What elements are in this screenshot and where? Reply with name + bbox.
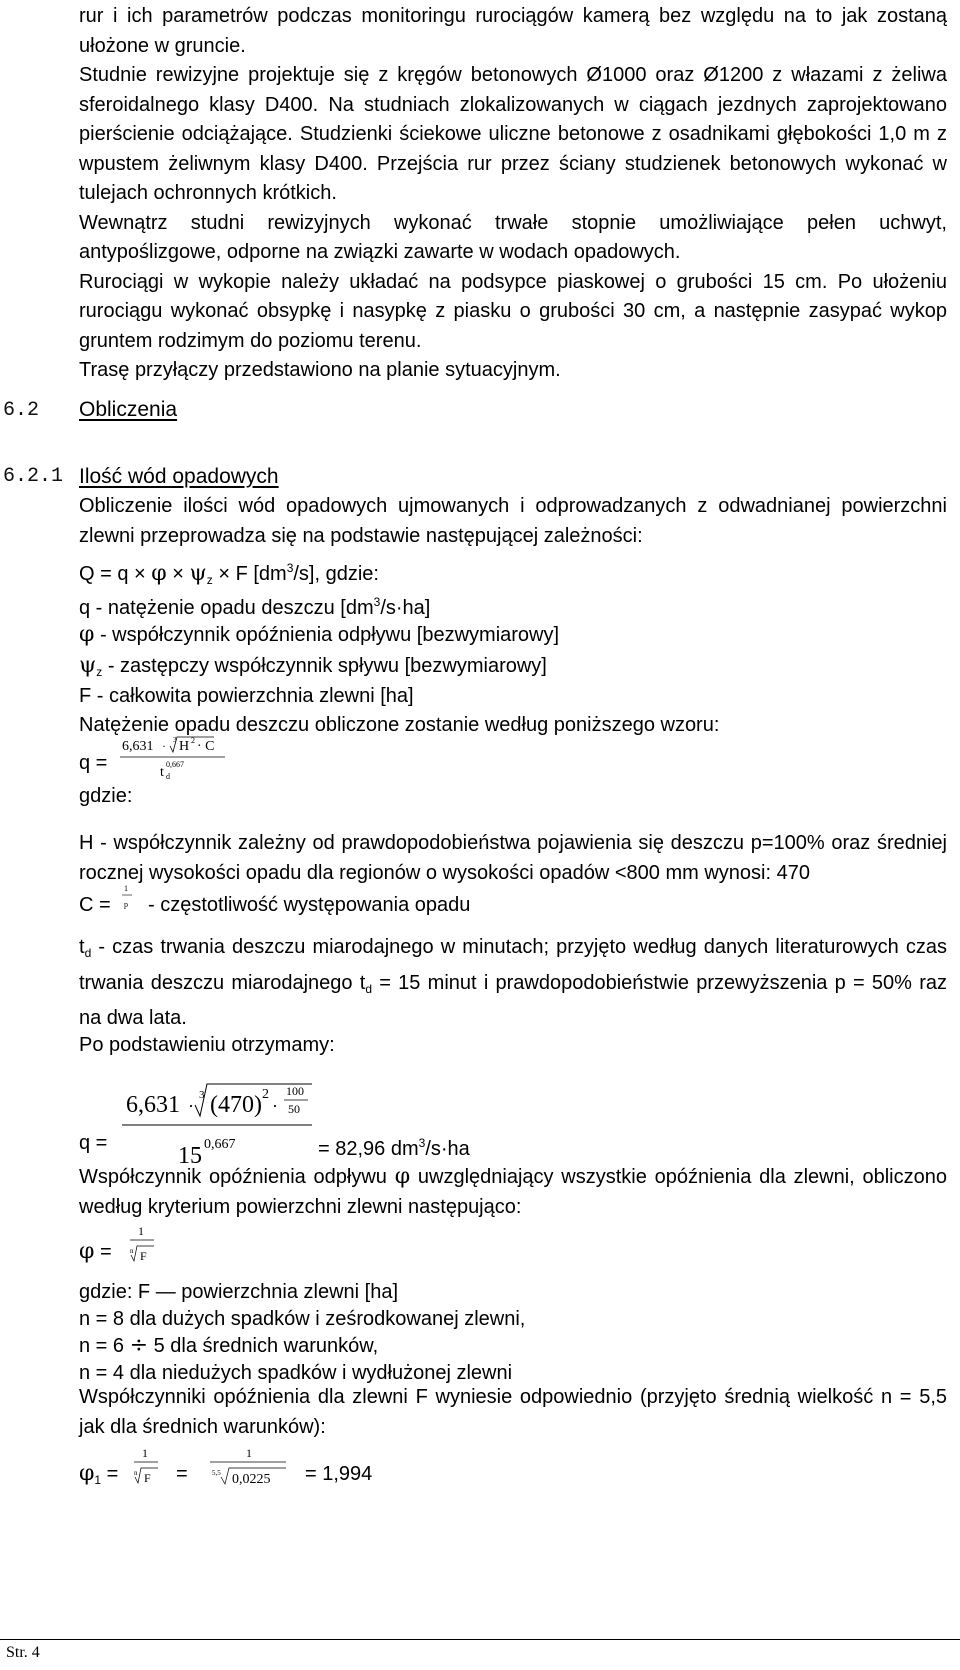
n6-b: 5 dla średnich warunków, xyxy=(148,1335,379,1357)
td-definition xyxy=(79,933,947,1034)
q2-label: q = xyxy=(79,1132,108,1154)
subsection-number: 6.2.1 xyxy=(3,465,64,488)
H-definition: H - współczynnik zależny od prawdopodobieństwa pojawienia się deszczu p=100% oraz średniej rocznej wysokości opadu dla regionów o wysokości opadów <800 mm wynosi: 470 xyxy=(79,832,947,884)
q2-den-base: 15 xyxy=(178,1143,202,1169)
phi1-equation xyxy=(79,1460,118,1494)
phi1-fraction xyxy=(132,1445,162,1489)
definition-phi-text: - współczynnik opóźnienia odpływu [bezwymiarowy] xyxy=(94,624,560,646)
q2-result-tail: /s·ha xyxy=(425,1138,470,1160)
n6-line xyxy=(79,1332,378,1360)
q-root-index: 3 xyxy=(173,736,177,744)
phi-symbol: φ xyxy=(79,1461,95,1486)
wsp-text xyxy=(79,1162,947,1222)
definition-q-tail: /s·ha] xyxy=(380,597,431,619)
phi1-root-index: n xyxy=(134,1469,138,1477)
q-dot: · xyxy=(162,739,166,753)
definition-q-text: q - natężenie opadu deszczu [dm xyxy=(79,597,374,619)
divide-sign: ÷ xyxy=(129,1333,149,1358)
equals-sign: = xyxy=(106,1463,119,1485)
times-sign: × xyxy=(172,563,184,585)
q-label: q = xyxy=(79,752,108,774)
q-t-subscript: d xyxy=(166,772,170,781)
C-fraction-numerator: 1 xyxy=(124,884,128,893)
q2-inner-denominator: 50 xyxy=(288,1102,300,1116)
q-coefficient: 6,631 xyxy=(122,739,154,754)
phi1-numerator: 1 xyxy=(142,1446,148,1460)
q-H: H xyxy=(179,739,190,754)
q-fraction xyxy=(120,733,230,783)
phi-root-index: n xyxy=(130,1247,134,1255)
formula-Q-lhs: Q = q × xyxy=(79,563,146,585)
q-H-exponent: 2 xyxy=(191,736,195,745)
q2-coefficient: 6,631 xyxy=(126,1092,180,1118)
td-t: t xyxy=(79,936,85,958)
td-text: - czas trwania deszczu miarodajnego w minutach; przyjęto według danych literaturowych czas trwania deszczu miarodajnego t xyxy=(79,936,947,994)
C-fraction-denominator: p xyxy=(124,900,128,909)
C-label: C = xyxy=(79,894,111,916)
calc-intro: Obliczenie ilości wód opadowych ujmowanych i odprowadzanych z odwadnianej powierzchni zlewni przeprowadza się na podstawie następującej zależności: xyxy=(79,495,947,547)
gdzie-F: gdzie: F — powierzchnia zlewni [ha] xyxy=(79,1281,399,1303)
n6-a: n = 6 xyxy=(79,1335,130,1357)
phi-fraction xyxy=(128,1223,158,1267)
n4-line: n = 4 dla niedużych spadków i wydłużonej zlewni xyxy=(79,1362,513,1384)
phi-F: F xyxy=(140,1249,147,1263)
psi-symbol: ψ xyxy=(79,653,97,678)
intro-paragraph-1: rur i ich parametrów podczas monitoringu rurociągów kamerą bez względu na to jak zostaną ułożone w gruncie. xyxy=(79,5,947,57)
formula-Q-rest: × F [dm xyxy=(218,563,287,585)
equals-sign: = xyxy=(99,1241,112,1263)
definition-F: F - całkowita powierzchnia zlewni [ha] xyxy=(79,685,414,707)
definition-psi-text: - zastępczy współczynnik spływu [bezwymiarowy] xyxy=(102,655,547,677)
q2-inner-numerator: 100 xyxy=(286,1084,304,1098)
phi1-subscript: 1 xyxy=(94,1473,102,1487)
phi-equation xyxy=(79,1238,112,1266)
intro-paragraph-2: Studnie rewizyjne projektuje się z kręgów betonowych Ø1000 oraz Ø1200 z włazami z żeliwa sferoidalnego klasy D400. Na studniach zlokalizowanych w ciągach jezdnych zaprojektowano pierścienie odciążające. Studzienki ściekowe uliczne betonowe z osadnikami głębokości 1,0 m z wpustem żeliwnym klasy D400. Przejścia rur przez ściany studzienek betonowych wykonać w tulejach ochronnych krótkich. xyxy=(79,64,947,204)
po-podstawieniu: Po podstawieniu otrzymamy: xyxy=(79,1034,335,1056)
phi1-numerator-2: 1 xyxy=(246,1446,252,1460)
page-number: Str. 4 xyxy=(6,1644,40,1661)
q2-base: (470) xyxy=(210,1092,262,1118)
q2-dot: · xyxy=(188,1096,194,1116)
intro-paragraph-5: Trasę przyłączy przedstawiono na planie sytuacyjnym. xyxy=(79,359,561,381)
n8-line: n = 8 dla dużych spadków i ześrodkowanej zlewni, xyxy=(79,1308,526,1330)
formula-Q-exponent: 3 xyxy=(286,561,294,575)
q2-exponent: 2 xyxy=(262,1087,269,1102)
q2-den-exponent: 0,667 xyxy=(204,1137,236,1152)
phi-symbol: φ xyxy=(151,561,167,586)
psi-subscript: z xyxy=(96,665,103,679)
wsp-zlewni: Współczynniki opóźnienia dla zlewni F wyniesie odpowiednio (przyjęto średnią wielkość n = 5,5 jak dla średnich warunków): xyxy=(79,1386,947,1438)
phi1-radicand-2: 0,0225 xyxy=(232,1472,271,1487)
footer-rule xyxy=(0,1639,960,1640)
gdzie-label: gdzie: xyxy=(79,785,133,807)
q-C: · C xyxy=(197,739,215,754)
q-t-exponent: 0,667 xyxy=(166,760,184,769)
definition-q xyxy=(79,588,430,622)
C-fraction xyxy=(120,880,134,916)
wsp-text-a: Współczynnik opóźnienia odpływu xyxy=(79,1166,395,1188)
phi1-fraction-2 xyxy=(208,1445,290,1489)
section-number: 6.2 xyxy=(3,399,40,422)
phi1-equals-2: = xyxy=(176,1463,188,1485)
td-subscript: d xyxy=(84,946,92,960)
phi-symbol: φ xyxy=(79,1239,95,1264)
C-definition: - częstotliwość występowania opadu xyxy=(148,894,471,916)
intro-paragraph-3: Wewnątrz studni rewizyjnych wykonać trwałe stopnie umożliwiające pełen uchwyt, antypoślizgowe, odporne na związki zawarte w wodach opadowych. xyxy=(79,211,947,263)
q-t: t xyxy=(160,765,164,780)
td-tail: = 15 minut i prawdopodobieństwie przewyższenia p = 50% raz na dwa lata. xyxy=(79,971,947,1029)
formula-Q-tail: /s], gdzie: xyxy=(293,563,379,585)
wsp-text-b: uwzględniający wszystkie opóźnienia dla zlewni, obliczono według kryterium powierzchni zlewni następująco: xyxy=(79,1166,947,1218)
q2-result xyxy=(318,1129,470,1163)
q2-result-exponent: 3 xyxy=(418,1136,426,1150)
psi-symbol: ψ xyxy=(189,561,207,586)
intro-text xyxy=(79,2,947,386)
subsection-title: Ilość wód opadowych xyxy=(79,465,279,488)
q2-dot-2: · xyxy=(272,1096,278,1116)
natezenie-text: Natężenie opadu deszczu obliczone zostanie według poniższego wzoru: xyxy=(79,714,720,736)
section-title: Obliczenia xyxy=(79,398,178,421)
intro-paragraph-4: Rurociągi w wykopie należy układać na podsypce piaskowej o grubości 15 cm. Po ułożeniu rurociągu wykonać obsypkę i nasypkę z piasku o grubości 30 cm, a następnie zasypać wykop gruntem rodzimym do poziomu terenu. xyxy=(79,270,947,352)
phi1-F: F xyxy=(144,1471,151,1485)
definition-q-exponent: 3 xyxy=(373,595,381,609)
q2-result-text: = 82,96 dm xyxy=(318,1138,419,1160)
phi1-result: = 1,994 xyxy=(305,1463,373,1485)
psi-subscript: z xyxy=(206,573,213,587)
q2-root-index: 3 xyxy=(199,1089,205,1101)
td-subscript-2: d xyxy=(365,981,373,996)
phi-symbol: φ xyxy=(394,1164,411,1189)
phi-symbol: φ xyxy=(79,622,95,647)
definition-psi xyxy=(79,652,547,686)
phi1-root-index-2: 5,5 xyxy=(212,1469,221,1477)
phi-numerator: 1 xyxy=(138,1224,144,1238)
definition-phi xyxy=(79,621,559,649)
